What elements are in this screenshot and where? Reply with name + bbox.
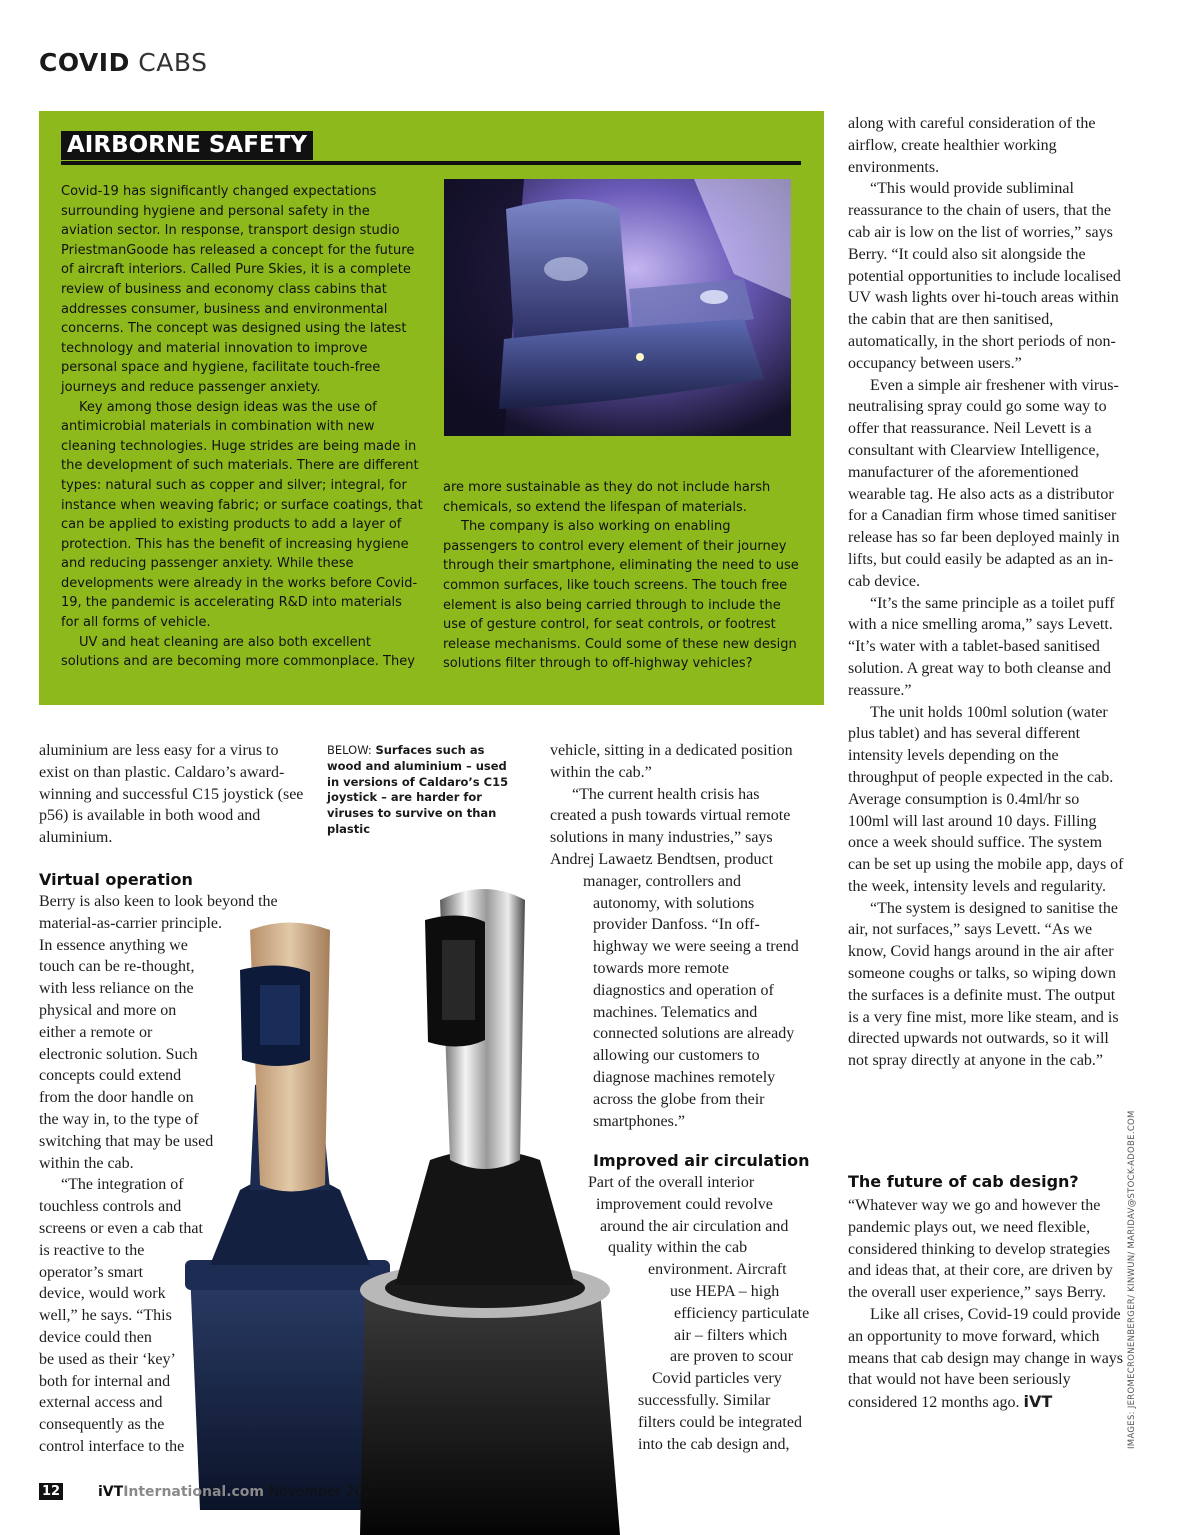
- body-paragraph: [848, 1304, 1124, 1414]
- body-paragraph: Even a simple air freshener with virus-neutralising spray could go some way to offer that reassurance. Neil Levett is a consultant with Clearview Intelligence, manufacturer of the aforementioned wearable tag. He also acts as a distributor for a Canadian firm whose timed sanitiser release has so far been deployed mainly in lifts, but could easily be adapted as an in-cab device.: [848, 376, 1120, 590]
- photo-caption: [327, 743, 517, 838]
- issue-date: November 2020: [268, 1484, 382, 1500]
- body-line: towards more remote: [593, 959, 729, 977]
- caption-text: Surfaces such as wood and aluminium – used in versions of Caldaro’s C15 joystick – are harder for viruses to survive on than plastic: [327, 743, 509, 836]
- body-line: screens or even a cab that: [39, 1219, 203, 1237]
- column-4-closing: [848, 1195, 1124, 1414]
- body-line: Berry is also keen to look beyond the: [39, 893, 278, 910]
- body-line: highway we were seeing a trend: [593, 938, 799, 956]
- body-line: “The integration of: [61, 1176, 184, 1194]
- body-line: from the door handle on: [39, 1089, 194, 1107]
- body-line: across the globe from their: [593, 1090, 765, 1108]
- section-title-light: CABS: [138, 48, 208, 77]
- column-1-body: [39, 891, 309, 1458]
- column-4-body: [848, 113, 1124, 1072]
- body-line: Covid particles very: [652, 1370, 782, 1388]
- body-line: “The current health crisis has: [572, 785, 760, 803]
- body-line: manager, controllers and: [583, 872, 741, 890]
- sidebar-paragraph: are more sustainable as they do not include harsh chemicals, so extend the lifespan of materials.: [443, 480, 771, 515]
- body-line: Part of the overall interior: [588, 1174, 755, 1191]
- subhead-future-cab-design: The future of cab design?: [848, 1172, 1079, 1191]
- body-line: electronic solution. Such: [39, 1045, 198, 1063]
- body-line: well,” he says. “This: [39, 1307, 172, 1325]
- body-line: environment. Aircraft: [648, 1261, 787, 1279]
- brand-domain: International.com: [123, 1484, 265, 1500]
- body-paragraph: “This would provide subliminal reassurance to the chain of users, that the cab air is low on the list of worries,” says Berry. “It could also sit alongside the potential opportunities to include localised UV wash lights over hi-touch areas within the cabin that are then sanitised, automatically, in the short periods of non-occupancy between users.”: [848, 180, 1121, 372]
- brand-ivt: iVT: [98, 1484, 124, 1500]
- body-line: with less reliance on the: [39, 980, 194, 998]
- body-line: are proven to scour: [670, 1348, 794, 1366]
- sidebar-left-column: [61, 182, 423, 672]
- sidebar-right-column: [443, 478, 805, 674]
- body-line: external access and: [39, 1394, 163, 1412]
- body-line: improvement could revolve: [596, 1195, 773, 1213]
- sidebar-paragraph: UV and heat cleaning are also both excellent solutions and are becoming more commonplace. They: [61, 634, 415, 670]
- body-line: touch can be re-thought,: [39, 958, 195, 976]
- body-line: concepts could extend: [39, 1067, 182, 1085]
- body-line: autonomy, with solutions: [593, 894, 755, 912]
- body-line: provider Danfoss. “In off-: [593, 916, 760, 934]
- body-line: touchless controls and: [39, 1198, 182, 1216]
- body-line: the way in, to the type of: [39, 1110, 199, 1128]
- sidebar-paragraph: The company is also working on enabling passengers to control every element of their journey through their smartphone, eliminating the need to use common surfaces, like touch screens. The touch free element is also being carried through to include the use of gesture control, for seat controls, or footrest release mechanisms. Could some of these new design solutions filter through to off-highway vehicles?: [443, 519, 799, 672]
- end-mark: iVT: [1023, 1392, 1053, 1412]
- body-line: material-as-carrier principle.: [39, 914, 222, 932]
- body-line: successfully. Similar: [638, 1391, 771, 1409]
- column-3-body: [550, 740, 825, 1132]
- body-line: efficiency particulate: [674, 1304, 810, 1322]
- body-line: either a remote or: [39, 1023, 153, 1041]
- body-paragraph: aluminium are less easy for a virus to exist on than plastic. Caldaro’s award-winning and successful C15 joystick (see p56) is available in both wood and aluminium.: [39, 742, 304, 847]
- body-line: within the cab.: [39, 1154, 134, 1172]
- body-line: consequently as the: [39, 1416, 165, 1434]
- body-line: control interface to the: [39, 1437, 185, 1455]
- body-line: into the cab design and,: [638, 1435, 790, 1453]
- body-line: be used as their ‘key’: [39, 1350, 176, 1368]
- body-line: filters could be integrated: [638, 1413, 802, 1431]
- body-line: air – filters which: [674, 1326, 788, 1344]
- body-line: connected solutions are already: [593, 1025, 795, 1043]
- body-line: diagnostics and operation of: [593, 981, 774, 999]
- body-paragraph: “The system is designed to sanitise the air, not surfaces,” says Levett. “As we know, Covid hangs around in the air after someone coughs or talks, so wiping down the surfaces is a definite must. The output is a very fine mist, more like steam, and is directed upwards not outwards, so it will not spray directly at anyone in the cab.”: [848, 899, 1119, 1070]
- body-paragraph: along with careful consideration of the airflow, create healthier working environments.: [848, 115, 1096, 176]
- section-title-bold: COVID: [39, 48, 130, 77]
- caption-label: BELOW:: [327, 743, 372, 757]
- section-header: [39, 48, 207, 77]
- body-line: diagnose machines remotely: [593, 1068, 776, 1086]
- image-credit: IMAGES: JEROMECRONENBERGER/ KINWUN/ MARIDAV@STOCK-ADOBE.COM: [1127, 1110, 1137, 1449]
- cabin-seat-photo: [444, 179, 791, 436]
- body-line: created a push towards virtual remote: [550, 807, 791, 825]
- body-line: switching that may be used: [39, 1132, 214, 1150]
- body-line: allowing our customers to: [593, 1047, 760, 1065]
- body-line: machines. Telematics and: [593, 1003, 758, 1021]
- body-line: In essence anything we: [39, 936, 188, 954]
- body-line: solutions in many industries,” says: [550, 829, 773, 847]
- body-line: around the air circulation and: [600, 1217, 789, 1235]
- body-line: use HEPA – high: [670, 1282, 780, 1300]
- sidebar-paragraph: Covid-19 has significantly changed expectations surrounding hygiene and personal safety in the aviation sector. In response, transport design studio PriestmanGoode has released a concept for the future of aircraft interiors. Called Pure Skies, it is a complete review of business and economy class cabins that addresses consumer, business and environmental concerns. The concept was designed using the latest technology and material innovation to improve personal space and hygiene, facilitate touch-free journeys and reduce passenger anxiety.: [61, 184, 415, 395]
- body-line: smartphones.”: [593, 1112, 685, 1130]
- body-line: both for internal and: [39, 1372, 171, 1390]
- body-line: is reactive to the: [39, 1241, 145, 1259]
- body-line: physical and more on: [39, 1001, 177, 1019]
- subhead-improved-air-circulation: Improved air circulation: [593, 1151, 810, 1170]
- body-line: Andrej Lawaetz Bendtsen, product: [550, 850, 774, 868]
- body-line: vehicle, sitting in a dedicated position: [550, 742, 793, 759]
- footer-brand: [98, 1484, 381, 1500]
- sidebar-rule: [61, 161, 801, 165]
- sidebar-title: AIRBORNE SAFETY: [61, 131, 313, 160]
- cabin-seat-illustration: [444, 179, 791, 436]
- sidebar-paragraph: Key among those design ideas was the use of antimicrobial materials in combination with new cleaning technologies. Huge strides are being made in the development of such materials. There are different types: natural such as copper and silver; integral, for instance when weaving fabric; or surface coatings, that can be applied to existing products to add a layer of protection. This has the benefit of increasing hygiene and reducing passenger anxiety. While these developments were already in the works before Covid-19, the pandemic is accelerating R&D into materials for all forms of vehicle.: [61, 399, 423, 631]
- body-paragraph: “Whatever way we go and however the pandemic plays out, we need flexible, considered thinking to develop strategies and ideas that, at their core, are driven by the overall user experience,” says Berry.: [848, 1197, 1113, 1302]
- subhead-virtual-operation: Virtual operation: [39, 870, 193, 889]
- page-number: 12: [39, 1483, 63, 1500]
- column-1-intro: [39, 740, 304, 849]
- body-line: quality within the cab: [608, 1239, 748, 1257]
- closing-text: Like all crises, Covid-19 could provide an opportunity to move forward, which means that cab design may change in ways that would not have been seriously considered 12 months ago.: [848, 1305, 1124, 1412]
- body-paragraph: “It’s the same principle as a toilet puff with a nice smelling aroma,” says Levett. “It’s water with a tablet-based sanitised solution. A great way to both cleanse and reassure.”: [848, 594, 1115, 699]
- column-3-air: [588, 1172, 828, 1455]
- body-line: within the cab.”: [550, 763, 652, 781]
- body-line: device, would work: [39, 1285, 166, 1303]
- body-paragraph: The unit holds 100ml solution (water plus tablet) and has several different intensity levels depending on the throughput of people expected in the cab. Average consumption is 0.4ml/hr so 100ml will last around 10 days. Filling once a week should suffice. The system can be set up using the mobile app, days of the week, intensity levels and regularity.: [848, 703, 1124, 895]
- body-line: device could then: [39, 1328, 152, 1346]
- body-line: operator’s smart: [39, 1263, 144, 1281]
